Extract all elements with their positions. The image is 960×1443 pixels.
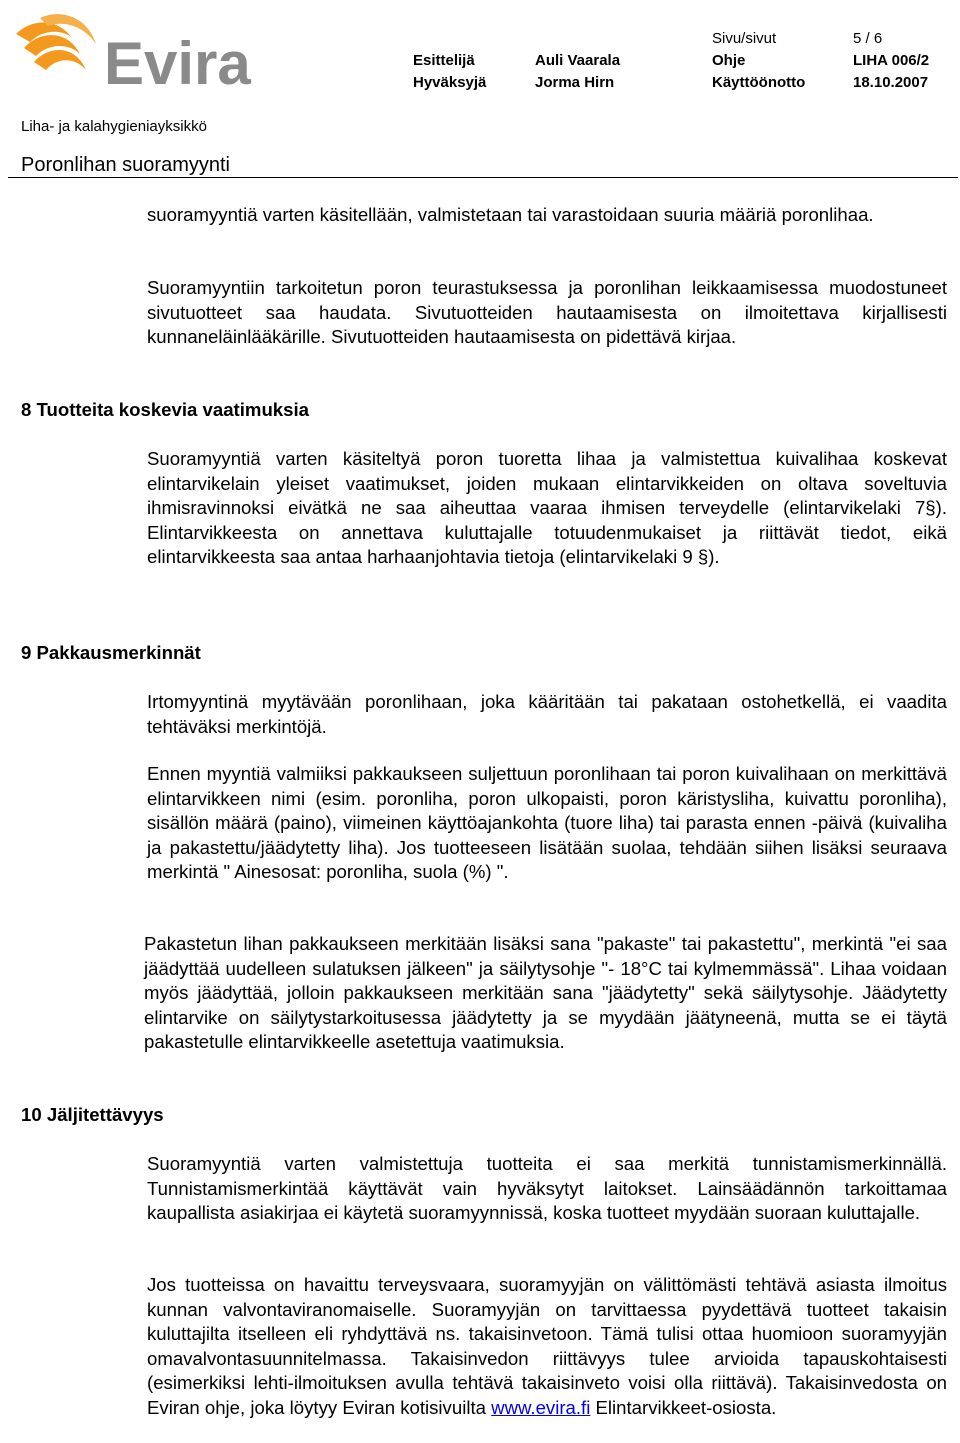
paragraph-packaged-marking: Ennen myyntiä valmiiksi pakkaukseen suljettuun poronlihaan tai poron kuivalihaan on merkittävä elintarvikkeen nimi (esim. poronliha, poron ulkopaisti, poron käristysliha, kuivattu poronliha), sisällön määrä (paino), viimeinen käyttöajankohta (tuore liha) tai parasta ennen -päivä (kuivaliha ja pakastettu/jäädytetty liha). Jos tuotteeseen lisätään suolaa, tehdään siihen lisäksi seuraava merkintä " Ainesosat: poronliha, suola (%) ". [147, 763, 947, 882]
paragraph-byproducts: Suoramyyntiin tarkoitetun poron teurastuksessa ja poronlihan leikkaamisessa muodostuneet sivutuotteet saa haudata. Sivutuotteiden hautaamisesta on ilmoitettava kirjallisesti kunnaneläinlääkärille. Sivutuotteiden hautaamisesta on pidettävä kirjaa. [147, 277, 947, 347]
paragraph-identification: Suoramyyntiä varten valmistettuja tuotteita ei saa merkitä tunnistamismerkinnällä. Tunnistamismerkintää käyttävät vain hyväksytyt laitokset. Lainsäädännön tarkoittamaa kaupallista asiakirjaa ei käytetä suoramyynnissä, koska tuotteet myydään suoraan kuluttajalle. [147, 1153, 947, 1223]
adoption-label: Käyttöönotto [712, 74, 806, 91]
approver-name: Jorma Hirn [535, 74, 615, 91]
document-code: LIHA 006/2 [853, 52, 930, 69]
approver-label: Hyväksyjä [413, 74, 487, 91]
evira-logo [10, 10, 265, 90]
recall-text: Jos tuotteissa on havaittu terveysvaara, suoramyyjän on välittömästi tehtävä asiasta ilmoitus kunnan valvontaviranomaiselle. Suoramyyjän on tarvittaessa pyydettävä tuotteet takaisin kuluttajilta itselleen eli ryhdyttävä ns. takaisinvetoon. Tämä tulisi ottaa huomioon suoramyyjän omavalvontasuunnitelmassa. Takaisinvedon riittävyys tulee arvioida tapauskohtaisesti (esimerkiksi lehti-ilmoituksen avulla tehtävä takaisinveto voisi olla riittävä). Takaisinvedosta on Eviran ohje, joka löytyy Eviran kotisivuilta [147, 1274, 947, 1418]
paragraph-bulk-sale: Irtomyyntinä myytävään poronlihaan, joka kääritään tai pakataan ostohetkellä, ei vaadita tehtäväksi merkintöjä. [147, 691, 947, 737]
paragraph-frozen-marking: Pakastetun lihan pakkaukseen merkitään lisäksi sana "pakaste" tai pakastettu", merkintä "ei saa jäädyttää uudelleen sulatuksen jälkeen" ja säilytysohje "- 18°C tai kylmemmässä". Lihaa voidaan myös jäädyttää, jolloin pakkaukseen merkitään sana "jäädytetty" sekä säilytysohje. Jäädytetty elintarvike on säilytystarkoitusessa jäädytetty ja se myydään jäätyneenä, mutta se ei täytä pakastetulle elintarvikkeelle asetettuja vaatimuksia. [144, 933, 947, 1052]
unit-name: Liha- ja kalahygieniayksikkö [21, 118, 207, 135]
paragraph-storage: suoramyyntiä varten käsitellään, valmistetaan tai varastoidaan suuria määriä poronlihaa. [147, 204, 874, 225]
section-heading-8: 8 Tuotteita koskevia vaatimuksia [21, 399, 309, 420]
recall-tail: Elintarvikkeet-osiosta. [595, 1396, 777, 1418]
author-name: Auli Vaarala [535, 52, 621, 69]
evira-website-link[interactable]: www.evira.fi [491, 1396, 591, 1418]
document-type: Ohje [712, 52, 746, 69]
section-heading-9: 9 Pakkausmerkinnät [21, 642, 201, 663]
adoption-date: 18.10.2007 [853, 74, 929, 91]
document-title: Poronlihan suoramyynti [21, 154, 230, 176]
svg-text:Evira: Evira [104, 30, 251, 90]
page-number: 5 / 6 [853, 30, 883, 47]
section-heading-10: 10 Jäljitettävyys [21, 1104, 164, 1125]
author-label: Esittelijä [413, 52, 475, 69]
page-label: Sivu/sivut [712, 30, 777, 47]
paragraph-recall [147, 1273, 947, 1420]
header-divider [8, 177, 958, 178]
evira-logo-icon [10, 10, 265, 90]
paragraph-product-requirements: Suoramyyntiä varten käsiteltyä poron tuoretta lihaa ja valmistettua kuivalihaa koskevat elintarvikelain yleiset vaatimukset, joiden mukaan elintarvikkeiden on oltava soveltuvia ihmisravinnoksi eivätkä ne saa aiheuttaa vaaraa ihmisen terveydelle (elintarvikelaki 7§). Elintarvikkeesta on annettava kuluttajalle totuudenmukaiset ja riittävät tiedot, eikä elintarvikkeesta saa antaa harhaanjohtavia tietoja (elintarvikelaki 9 §). [147, 448, 947, 567]
